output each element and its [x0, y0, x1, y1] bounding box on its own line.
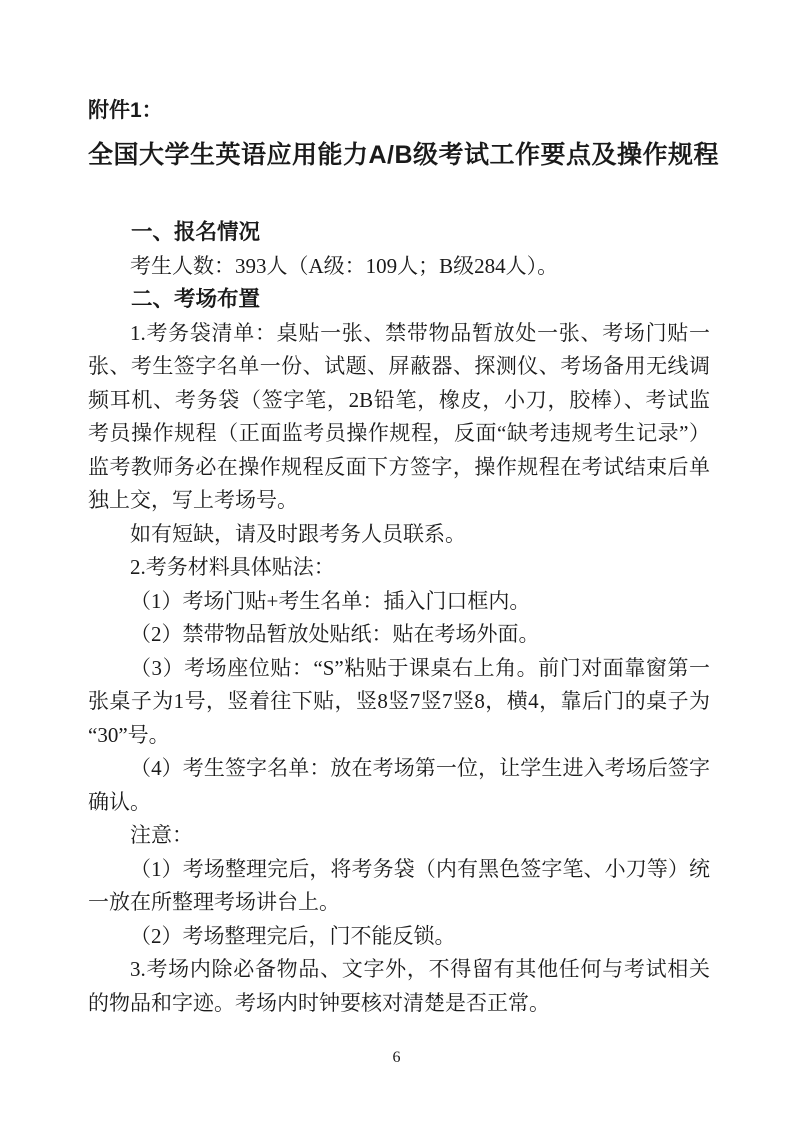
paragraph-note-1: （1）考场整理完后，将考务袋（内有黑色签字笔、小刀等）统一放在所整理考场讲台上。	[88, 856, 710, 914]
paragraph-candidate-numbers: 考生人数：393人（A级：109人；B级284人）。	[130, 253, 559, 278]
document-content	[88, 98, 720, 1020]
section-heading-registration: 一、报名情况	[131, 220, 261, 244]
paragraph-material-posting-intro: 2.考务材料具体贴法：	[130, 555, 335, 579]
section-heading-room-setup: 二、考场布置	[131, 287, 261, 311]
paragraph-signature-list: （4）考生签字名单：放在考场第一位，让学生进入考场后签字确认。	[88, 756, 710, 814]
paragraph-note-label: 注意：	[130, 823, 193, 847]
document-body	[88, 216, 710, 1020]
paragraph-room-cleanup: 3.考场内除必备物品、文字外，不得留有其他任何与考试相关的物品和字迹。考场内时钟要核对清楚是否正常。	[88, 957, 710, 1015]
attachment-label: 附件1：	[88, 99, 163, 122]
page-number: 6	[392, 1049, 401, 1066]
paragraph-note-2: （2）考场整理完后，门不能反锁。	[130, 923, 456, 948]
paragraph-door-sticker: （1）考场门贴+考生名单：插入门口框内。	[130, 588, 531, 613]
paragraph-forbidden-items-sticker: （2）禁带物品暂放处贴纸：贴在考场外面。	[130, 622, 540, 646]
paragraph-seat-sticker: （3）考场座位贴：“S”粘贴于课桌右上角。前门对面靠窗第一张桌子为1号，竖着往下贴，竖8竖7竖7竖8，横4，靠后门的桌子为“30”号。	[88, 655, 710, 747]
paragraph-exam-bag-checklist: 1.考务袋清单：桌贴一张、禁带物品暂放处一张、考场门贴一张、考生签字名单一份、试题、屏蔽器、探测仪、考场备用无线调频耳机、考务袋（签字笔，2B铅笔，橡皮，小刀，胶棒）、考试监考员操作规程（正面监考员操作规程，反面“缺考违规考生记录”）监考教师务必在操作规程反面下方签字，操作规程在考试结束后单独上交，写上考场号。	[88, 320, 710, 512]
document-title: 全国大学生英语应用能力A/B级考试工作要点及操作规程	[88, 141, 720, 169]
paragraph-shortage-notice: 如有短缺，请及时跟考务人员联系。	[130, 521, 466, 546]
